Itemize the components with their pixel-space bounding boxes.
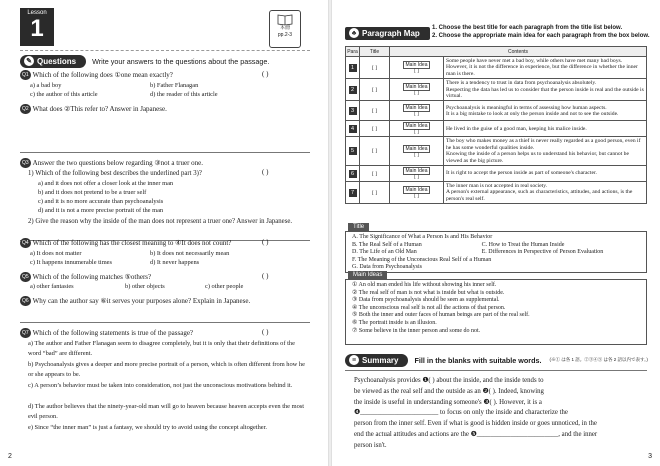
main-idea-label: Main Idea: [403, 186, 431, 194]
title-tag: Title: [348, 223, 369, 231]
paragraph-row: [346, 182, 647, 204]
q4-answer-blank[interactable]: ( ): [262, 238, 269, 246]
title-answer-blank[interactable]: [ ]: [360, 166, 390, 182]
q7-option-e: e) Since “the inner man” is just a fantasy, we should try to avoid using the concept altogether.: [28, 424, 267, 431]
q4-option-d: d) It never happens: [150, 259, 200, 266]
q5-option-a: a) other fantasies: [30, 283, 74, 290]
question-5: [20, 272, 151, 282]
q2-number: Q2: [22, 106, 29, 112]
contents-line: However, it is not the difference in experience, but the difference in whether the inner man is there.: [446, 64, 638, 77]
main-idea-cell[interactable]: [390, 121, 444, 137]
q3-option-c: c) and it is no more accurate than psychoanalysis: [38, 198, 164, 205]
paragraph-map-instructions: [432, 24, 650, 40]
q1-text: Which of the following does ①one mean exactly?: [32, 71, 173, 79]
main-ideas-tag: Main Ideas: [348, 271, 387, 279]
contents-cell: [444, 57, 647, 79]
q3-sub2: 2) Give the reason why the inside of the man does not represent a truer one? Answer in Japanese.: [28, 218, 293, 225]
title-F: F. The Meaning of the Unconscious Real Self of a Human: [352, 256, 492, 263]
main-idea-blank[interactable]: [ ]: [414, 175, 419, 181]
q1-option-b: b) Father Flanagan: [150, 82, 199, 89]
question-4: [20, 238, 231, 248]
title-B: B. The Real Self of a Human: [352, 241, 422, 248]
main-idea-label: Main Idea: [403, 145, 431, 153]
q7-answer-blank[interactable]: ( ): [262, 328, 269, 336]
instruction-2: 2. Choose the appropriate main idea for each paragraph from the box below.: [432, 33, 650, 39]
contents-line: A person's external appearance, such as characteristics, attitudes, and actions, is the person's real self.: [446, 189, 633, 202]
q3-number: Q3: [22, 160, 29, 166]
main-idea-blank[interactable]: [ ]: [414, 130, 419, 136]
q4-number: Q4: [22, 240, 29, 246]
book-ref-line1: 本冊: [279, 25, 290, 31]
book-reference: [269, 10, 301, 48]
main-idea-blank[interactable]: [ ]: [414, 194, 419, 200]
divider: [20, 50, 310, 51]
contents-cell: [444, 101, 647, 121]
q2-answer-line[interactable]: [20, 152, 310, 153]
q5-answer-blank[interactable]: ( ): [262, 272, 269, 280]
col-para: Para: [347, 48, 358, 55]
q4-text: Which of the following has the closest meaning to ④It does not count?: [32, 239, 232, 247]
paragraph-number: 7: [349, 189, 357, 197]
contents-cell: [444, 137, 647, 166]
col-title: Title: [360, 47, 390, 57]
paragraph-number: 2: [349, 86, 357, 94]
contents-cell: [444, 121, 647, 137]
main-idea-blank[interactable]: [ ]: [414, 112, 419, 118]
paragraph-row: [346, 79, 647, 101]
paragraph-number: 6: [349, 170, 357, 178]
main-idea-cell[interactable]: [390, 182, 444, 204]
q6-number: Q6: [22, 298, 29, 304]
q1-option-c: c) the author of this article: [30, 91, 98, 98]
summary-instruction: Fill in the blanks with suitable words.: [414, 355, 542, 365]
title-C: C. How to Treat the Human Inside: [481, 241, 565, 248]
summary-line-3: the inside is useful in understanding someone's ❸( ). However, it is a: [354, 398, 542, 406]
main-idea-cell[interactable]: [390, 57, 444, 79]
contents-line: Knowing the inside of a person helps us to understand his behavior, but cannot be viewed as the big picture.: [446, 151, 629, 164]
main-idea-4: ④ The unconscious real self is not all the actions of that person.: [352, 304, 506, 311]
q1-option-a: a) a bad boy: [30, 82, 62, 89]
questions-pill: [20, 55, 86, 68]
title-answer-blank[interactable]: [ ]: [360, 101, 390, 121]
summary-note: (※① は各 1 語。②③④⑤ は各 2 語以内で表す。): [549, 357, 648, 362]
contents-line: Some people have never met a bad boy, while others have met many bad boys.: [446, 58, 623, 64]
summary-line-5: person from the inner self. Even if what is good is hidden inside or goes unnoticed, in the: [354, 420, 597, 428]
questions-header-bar: [20, 54, 269, 68]
title-E: E. Differences in Perspective of Person Evaluation: [481, 249, 604, 256]
lesson-label: Lesson: [27, 10, 47, 16]
title-answer-blank[interactable]: [ ]: [360, 79, 390, 101]
main-ideas-box: [345, 279, 647, 345]
q3-text: Answer the two questions below regarding ③not a truer one.: [32, 159, 204, 167]
question-7: [20, 328, 193, 338]
contents-cell: [444, 166, 647, 182]
main-idea-3: ③ Data from psychoanalysis should be seen as supplemental.: [352, 297, 500, 304]
contents-line: Respecting the data has led us to consider that the person inside is real and the outside is virtual.: [446, 86, 644, 100]
summary-title: Summary: [362, 355, 399, 365]
contents-line: He lived in the guise of a good man, keeping his malice inside.: [446, 125, 587, 132]
q7-option-d: d) The author believes that the ninety-year-old man will go to heaven because heaven accepts even the most evil person.: [28, 403, 305, 420]
q7-option-a: a) The author and Father Flanagan seem to disagree completely, but it is only that their definitions of the word “bad” are different.: [28, 340, 295, 357]
questions-instruction: Write your answers to the questions about the passage.: [92, 56, 270, 66]
lesson-number: 1: [30, 15, 44, 42]
question-6: [20, 296, 250, 306]
contents-line: The boy who makes money as a thief is never really regarded as a good person, even if he has some wonderful qualities inside.: [446, 138, 641, 151]
paragraph-row: [346, 137, 647, 166]
right-page: [332, 0, 660, 466]
summary-line-6: end the actual attitudes and actions are the ❺________________________, and the inner: [354, 430, 598, 438]
main-idea-2: ② The real self of man is not what is inside but what is outside.: [352, 289, 505, 296]
title-answer-blank[interactable]: [ ]: [360, 137, 390, 166]
q7-number: Q7: [22, 330, 29, 336]
summary-divider: [345, 370, 647, 371]
paragraph-number: 3: [349, 107, 357, 115]
paragraph-map-table: [345, 46, 647, 204]
main-idea-blank[interactable]: [ ]: [414, 152, 419, 158]
col-contents: Contents: [390, 47, 647, 57]
paragraph-map-title: Paragraph Map: [362, 28, 420, 38]
contents-cell: [444, 182, 647, 204]
summary-pill: [345, 354, 408, 367]
main-idea-label: Main Idea: [403, 61, 431, 69]
q4-option-b: b) It does not necessarily mean: [150, 250, 230, 257]
main-idea-7: ⑦ Some believe in the inner person and some do not.: [352, 327, 481, 334]
summary-header: [345, 353, 648, 367]
main-idea-blank[interactable]: [ ]: [414, 91, 419, 97]
main-idea-6: ⑥ The portrait inside is an illusion.: [352, 319, 437, 326]
title-A: A. The Significance of What a Person Is and His Behavior: [352, 234, 493, 240]
summary-icon: ≡: [349, 355, 359, 365]
lesson-badge: [20, 8, 54, 46]
title-answer-blank[interactable]: [ ]: [360, 57, 390, 79]
summary-line-7: person isn't.: [354, 441, 387, 449]
main-idea-blank[interactable]: [ ]: [414, 69, 419, 75]
main-idea-cell[interactable]: [390, 101, 444, 121]
q4-option-a: a) It does not matter: [30, 250, 82, 257]
page-number-right: 3: [648, 453, 652, 460]
main-idea-label: Main Idea: [403, 122, 431, 130]
title-list-box: [345, 231, 647, 273]
q4-option-c: c) It happens innumerable times: [30, 259, 112, 266]
question-3: [20, 158, 203, 168]
main-idea-5: ⑤ Both the inner and outer faces of human beings are part of the real self.: [352, 312, 530, 319]
summary-line-4: ❹_______________________ to focus on only the inside and characterize the: [354, 409, 568, 417]
page-number-left: 2: [8, 453, 12, 460]
q3-option-a: a) and it does not offer a closer look at the inner man: [38, 180, 174, 187]
main-idea-label: Main Idea: [403, 104, 431, 112]
main-idea-cell[interactable]: [390, 166, 444, 182]
contents-line: The inner man is not accepted in real society.: [446, 183, 548, 190]
q7-text: Which of the following statements is true of the passage?: [32, 329, 194, 337]
main-idea-label: Main Idea: [403, 167, 431, 175]
main-idea-cell[interactable]: [390, 137, 444, 166]
q7-option-c: c) A person’s behavior must be taken into consideration, not just the unconscious motivations behind it.: [28, 382, 293, 389]
paragraph-map-pill: [345, 27, 430, 40]
paragraph-map-header: [345, 26, 430, 40]
q3-option-b: b) and it does not pretend to be a truer self: [38, 189, 147, 196]
paragraph-row: [346, 121, 647, 137]
book-ref-line2: pp.2-3: [277, 32, 293, 38]
q5-number: Q5: [22, 274, 29, 280]
summary-line-1: Psychoanalysis provides ❶( ) about the inside, and the inside tends to: [354, 377, 544, 384]
book-icon: [277, 13, 293, 25]
main-idea-label: Main Idea: [403, 83, 431, 91]
question-2: [20, 104, 167, 114]
summary-paragraph: [354, 376, 649, 452]
paragraph-number: 5: [349, 147, 357, 155]
paragraph-row: [346, 166, 647, 182]
title-G: G. Data from Psychoanalysis: [352, 264, 422, 271]
main-idea-cell[interactable]: [390, 79, 444, 101]
tree-icon: ♣: [349, 28, 359, 38]
q3-option-d: d) and it is not a more precise portrait of the man: [38, 207, 164, 214]
question-1: [20, 70, 173, 80]
title-D: D. The Life of an Old Man: [352, 249, 417, 256]
q5-text: Which of the following matches ⑤others?: [32, 273, 152, 281]
left-page: [0, 0, 328, 466]
q7-option-b: b) Psychoanalysis gives a deeper and more precise portrait of a person, which is often different from how he or she appears to be.: [28, 361, 305, 378]
instruction-1: 1. Choose the best title for each paragraph from the title list below.: [432, 25, 623, 31]
q1-answer-blank[interactable]: ( ): [262, 70, 269, 78]
q3-answer-blank[interactable]: ( ): [262, 168, 269, 176]
q1-option-d: d) the reader of this article: [150, 91, 218, 98]
q2-text: What does ②This refer to? Answer in Japanese.: [32, 105, 167, 113]
contents-line: There is a tendency to trust in data from psychoanalysis absolutely.: [446, 80, 597, 87]
title-answer-blank[interactable]: [ ]: [360, 182, 390, 204]
contents-line: It is a big mistake to look at only the person inside and not to see the outside.: [446, 110, 619, 117]
questions-title: Questions: [37, 56, 77, 66]
paragraph-row: [346, 57, 647, 79]
q5-option-b: b) other objects: [125, 283, 165, 290]
main-idea-1: ① An old man ended his life without showing his inner self.: [352, 282, 497, 288]
paragraph-number: 4: [349, 125, 357, 133]
contents-cell: [444, 79, 647, 101]
q6-answer-line[interactable]: [20, 322, 310, 323]
paragraph-number: 1: [349, 64, 357, 72]
contents-line: It is right to accept the person inside as part of someone's character.: [446, 170, 597, 177]
summary-line-2: be viewed as the real self and the outside as an ❷( ). Indeed, knowing: [354, 387, 544, 395]
q3-sub1: 1) Which of the following best describes the underlined part 3)?: [28, 170, 202, 177]
pencil-icon: ✎: [24, 56, 34, 66]
q1-number: Q1: [22, 72, 29, 78]
paragraph-row: [346, 101, 647, 121]
title-answer-blank[interactable]: [ ]: [360, 121, 390, 137]
q5-option-c: c) other people: [205, 283, 244, 290]
contents-line: Psychoanalysis is meaningful in terms of assessing how human aspects.: [446, 104, 607, 111]
q6-text: Why can the author say ⑥it serves your purposes alone? Explain in Japanese.: [32, 297, 251, 305]
